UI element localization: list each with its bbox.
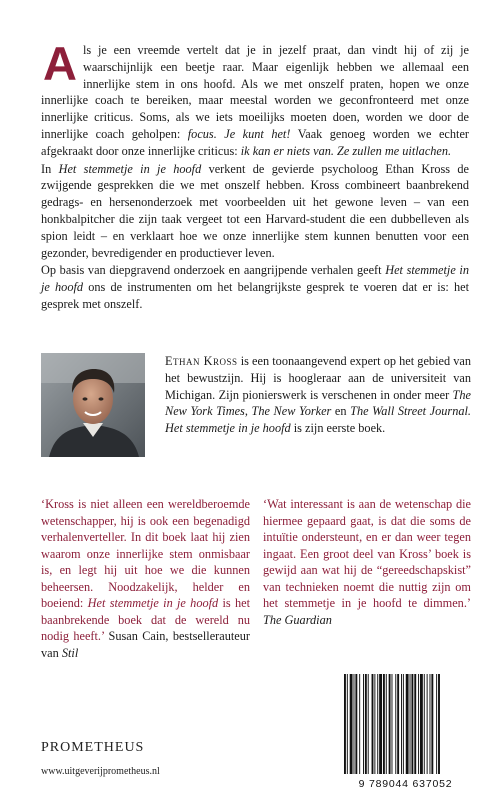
barcode-bar xyxy=(355,674,357,774)
intro-p3-b: ons de instrumenten om het belangrijkste gesprek te voeren dat er is: het gesprek met onszelf. xyxy=(41,280,469,311)
intro-paragraph-3 xyxy=(41,262,469,312)
quote-right-attribution: The Guardian xyxy=(263,612,332,627)
barcode-bar xyxy=(354,674,355,774)
publisher-url: www.uitgeverijprometheus.nl xyxy=(41,766,160,777)
intro-p3-a: Op basis van diepgravend onderzoek en aangrijpende verhalen geeft xyxy=(41,263,386,278)
author-photo xyxy=(41,353,145,457)
barcode-bar xyxy=(350,674,353,774)
publisher-logo: PROMETHEUS xyxy=(41,740,145,755)
quote-susan-cain xyxy=(41,496,250,661)
intro-p1-italic-1: focus. Je kunt het! xyxy=(187,126,291,141)
book-title: Het stemmetje in je hoofd xyxy=(165,421,291,436)
barcode-bar xyxy=(418,674,419,774)
barcode-bar xyxy=(363,674,364,774)
quote-left-attribution: Susan Cain, bestsellerauteur van xyxy=(41,629,250,660)
barcode-bar xyxy=(397,674,399,774)
quote-the-guardian xyxy=(263,496,471,628)
barcode-bar xyxy=(389,674,391,774)
intro-p3-italic: Het stemmetje in je hoofd xyxy=(41,263,469,295)
barcode-bar xyxy=(395,674,396,774)
barcode-bar xyxy=(424,674,425,774)
intro-paragraph-1 xyxy=(41,37,469,160)
barcode-bar xyxy=(392,674,393,774)
barcode-bar xyxy=(427,674,428,774)
barcode-bar xyxy=(430,674,431,774)
intro-p1-italic-2: ik kan er niets van. Ze zullen me uitlachen. xyxy=(240,143,452,158)
barcode-bar xyxy=(401,674,402,774)
barcode-bar xyxy=(431,674,433,774)
separator: , xyxy=(244,404,252,419)
intro-p2-italic: Het stemmetje in je hoofd xyxy=(58,161,202,176)
barcode-bar xyxy=(386,674,387,774)
dropcap: A xyxy=(43,37,77,90)
barcode-bar xyxy=(368,674,369,774)
quote-left-b: is het baanbrekende boek dat de wereld nu nodig heeft.’ xyxy=(41,596,250,643)
barcode-icon xyxy=(340,672,471,776)
author-portrait-image xyxy=(41,353,145,457)
barcode-bar xyxy=(365,674,367,774)
author-bio xyxy=(165,353,471,437)
barcode-bar xyxy=(411,674,413,774)
quote-right-text: ‘Wat interessant is aan de wetenschap die hiermee gepaard gaat, is dat die soms de intuïtie ondersteunt, en er dan weer tegen ingaat. Een groot deel van Kross’ boek is gewijd aan wat hij de “gereedschapskist” van technieken noemt die nuttig zijn om het stemmetje in je hoofd te dimmen.’ xyxy=(263,497,471,610)
quote-left-italic: Het stemmetje in je hoofd xyxy=(87,596,219,610)
barcode-bar xyxy=(420,674,423,774)
barcode-bar xyxy=(344,674,346,774)
barcode-bar xyxy=(406,674,409,774)
intro-paragraph-2 xyxy=(41,161,469,262)
intro-p2-a: In xyxy=(41,161,59,176)
quote-left-attribution-book: Stil xyxy=(61,645,79,660)
separator: en xyxy=(331,404,351,419)
barcode-number: 9 789044 637052 xyxy=(358,778,453,790)
barcode-bar xyxy=(410,674,411,774)
barcode-bar xyxy=(383,674,385,774)
barcode-bar xyxy=(438,674,440,774)
author-bio-a: is een toonaangevend expert op het gebied van het bewustzijn. Hij is hoogleraar aan de universiteit van Michigan. Zijn pionierswerk is verschenen in onder meer xyxy=(165,354,471,402)
intro-p2-b: verkent de gevierde psycholoog Ethan Kross de zwijgende gesprekken die we met onszelf hebben. Kross combineert baanbrekend gedrags- en hersenonderzoek met voorbeelden uit het gewone leven – van een honkbalpitcher die zijn taak vergeet tot een Harvard-student die een dubbelleven als spion leidt – en verklaart hoe we onze innerlijke stem kunnen benutten voor een gezonder, bevredigender en productiever leven. xyxy=(41,161,470,260)
intro-p1-a: ls je een vreemde vertelt dat je in jezelf praat, dan vindt hij of zij je waarschijnlijk een beetje raar. Maar eigenlijk hebben we allemaal een innerlijke stem in ons hoofd. Als we met onszelf praten, hopen we onze innerlijke coach te bereiken, maar meestal worden we geconfronteerd met onze innerlijke criticus. Soms, als we iets moeilijks moeten doen, worden we door de innerlijke coach geholpen: xyxy=(41,43,469,141)
barcode-bar xyxy=(377,674,378,774)
barcode-bar xyxy=(374,674,375,774)
publication-wsj: The Wall Street Journal. xyxy=(350,404,471,419)
barcode-bar xyxy=(347,674,348,774)
barcode-bar xyxy=(372,674,374,774)
barcode-bar xyxy=(436,674,437,774)
quote-left-a: ‘Kross is niet alleen een wereldberoemde wetenschapper, hij is ook een begenadigd verhalenverteller. In dit boek laat hij zien waarom onze innerlijke stem onmisbaar is, en legt hij uit hoe we die kunnen beheersen. Noodzakelijk, helder en boeiend: xyxy=(41,497,250,610)
barcode-bar xyxy=(379,674,382,774)
author-name: Ethan Kross xyxy=(165,354,238,368)
author-section xyxy=(41,353,471,463)
intro-p1-b: Vaak genoeg worden we echter afgekraakt door onze innerlijke criticus: xyxy=(41,126,469,158)
author-bio-b: is zijn eerste boek. xyxy=(290,421,386,436)
barcode-bar xyxy=(414,674,416,774)
barcode-bar xyxy=(359,674,360,774)
publication-new-yorker: The New Yorker xyxy=(251,404,332,419)
publication-nyt: The New York Times xyxy=(165,387,471,419)
intro-text xyxy=(41,37,470,313)
barcode-bar xyxy=(403,674,404,774)
